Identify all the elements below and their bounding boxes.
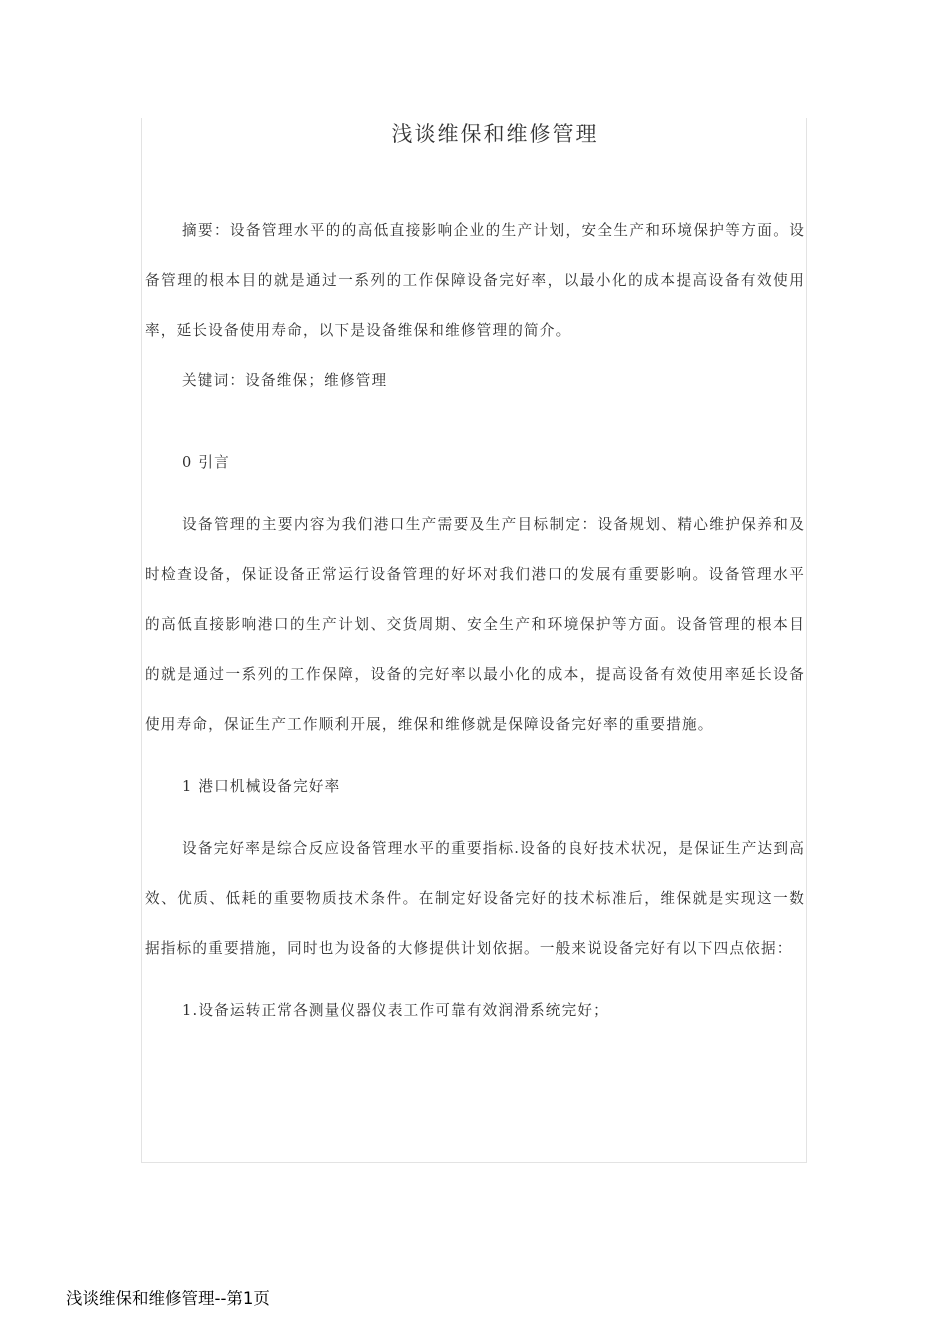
section-1-paragraph: 设备完好率是综合反应设备管理水平的重要指标.设备的良好技术状况，是保证生产达到高效、优质、低耗的重要物质技术条件。在制定好设备完好的技术标准后，维保就是实现这一数据指标的重要措施，同时也为设备的大修提供计划依据。一般来说设备完好有以下四点依据：	[145, 840, 805, 957]
abstract-paragraph: 摘要：设备管理水平的的高低直接影响企业的生产计划，安全生产和环境保护等方面。设备管理的根本目的就是通过一系列的工作保障设备完好率，以最小化的成本提高设备有效使用率，延长设备使用寿命，以下是设备维保和维修管理的简介。	[145, 222, 805, 339]
document-body	[145, 206, 805, 1036]
document-title: 浅谈维保和维修管理	[391, 122, 599, 146]
page-footer: 浅谈维保和维修管理--第1页	[66, 1289, 270, 1308]
list-item-1: 1.设备运转正常各测量仪器仪表工作可靠有效润滑系统完好；	[182, 1002, 609, 1019]
keywords-line: 关键词：设备维保；维修管理	[182, 372, 388, 389]
section-0-heading: 0 引言	[182, 454, 230, 471]
section-1-heading: 1 港口机械设备完好率	[182, 778, 341, 795]
section-0-paragraph: 设备管理的主要内容为我们港口生产需要及生产目标制定：设备规划、精心维护保养和及时检查设备，保证设备正常运行设备管理的好坏对我们港口的发展有重要影响。设备管理水平的高低直接影响港口的生产计划、交货周期、安全生产和环境保护等方面。设备管理的根本目的就是通过一系列的工作保障，设备的完好率以最小化的成本，提高设备有效使用率延长设备使用寿命，保证生产工作顺利开展，维保和维修就是保障设备完好率的重要措施。	[145, 516, 805, 733]
